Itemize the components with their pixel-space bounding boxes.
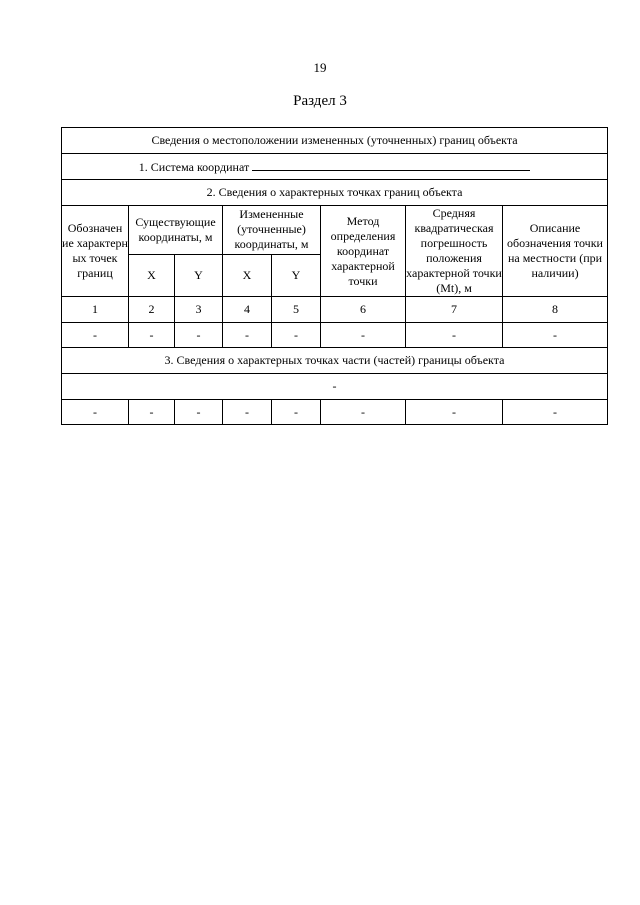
table-row xyxy=(62,323,608,348)
header-existing-y: Y xyxy=(175,254,223,296)
table-row xyxy=(62,400,608,425)
section-3-label: 3. Сведения о характерных точках части (частей) границы объекта xyxy=(62,348,608,374)
table-cell: - xyxy=(321,323,406,348)
table-cell: - xyxy=(223,323,272,348)
header-existing-x: X xyxy=(129,254,175,296)
table-cell: - xyxy=(272,400,321,425)
header-existing-coordinates: Существующие координаты, м xyxy=(129,206,223,255)
coordinate-system-row xyxy=(62,154,608,180)
table-cell: - xyxy=(406,323,503,348)
header-changed-coordinates: Измененные (уточненные) координаты, м xyxy=(223,206,321,255)
section-2-label: 2. Сведения о характерных точках границ объекта xyxy=(62,180,608,206)
table-cell: - xyxy=(503,323,608,348)
column-number: 5 xyxy=(272,297,321,323)
header-changed-x: X xyxy=(223,254,272,296)
header-method: Метод определения координат характерной точки xyxy=(321,206,406,297)
table-cell: - xyxy=(62,323,129,348)
coordinate-system-blank-line xyxy=(252,159,530,171)
table-cell: - xyxy=(321,400,406,425)
column-number: 7 xyxy=(406,297,503,323)
section-3-value: - xyxy=(62,374,608,400)
header-description: Описание обозначения точки на местности (при наличии) xyxy=(503,206,608,297)
column-number: 6 xyxy=(321,297,406,323)
header-accuracy: Средняя квадратическая погрешность положения характерной точки (Mt), м xyxy=(406,206,502,295)
table-cell: - xyxy=(129,400,175,425)
coordinate-system-label: 1. Система координат xyxy=(138,159,250,174)
table-cell: - xyxy=(223,400,272,425)
column-number: 2 xyxy=(129,297,175,323)
header-changed-y: Y xyxy=(272,254,321,296)
header-point-designation: Обозначен ие характерн ых точек границ xyxy=(62,206,129,297)
column-number: 4 xyxy=(223,297,272,323)
table-cell: - xyxy=(175,323,223,348)
table-cell: - xyxy=(62,400,129,425)
table-cell: - xyxy=(272,323,321,348)
column-number: 1 xyxy=(62,297,129,323)
table-cell: - xyxy=(129,323,175,348)
column-number: 3 xyxy=(175,297,223,323)
boundary-info-table xyxy=(61,127,608,425)
column-number-row xyxy=(62,297,608,323)
table-title: Сведения о местоположении измененных (уточненных) границ объекта xyxy=(62,128,608,154)
table-cell: - xyxy=(406,400,503,425)
section-title: Раздел 3 xyxy=(293,93,347,109)
table-cell: - xyxy=(175,400,223,425)
page-number: 19 xyxy=(313,60,327,75)
column-number: 8 xyxy=(503,297,608,323)
table-cell: - xyxy=(503,400,608,425)
